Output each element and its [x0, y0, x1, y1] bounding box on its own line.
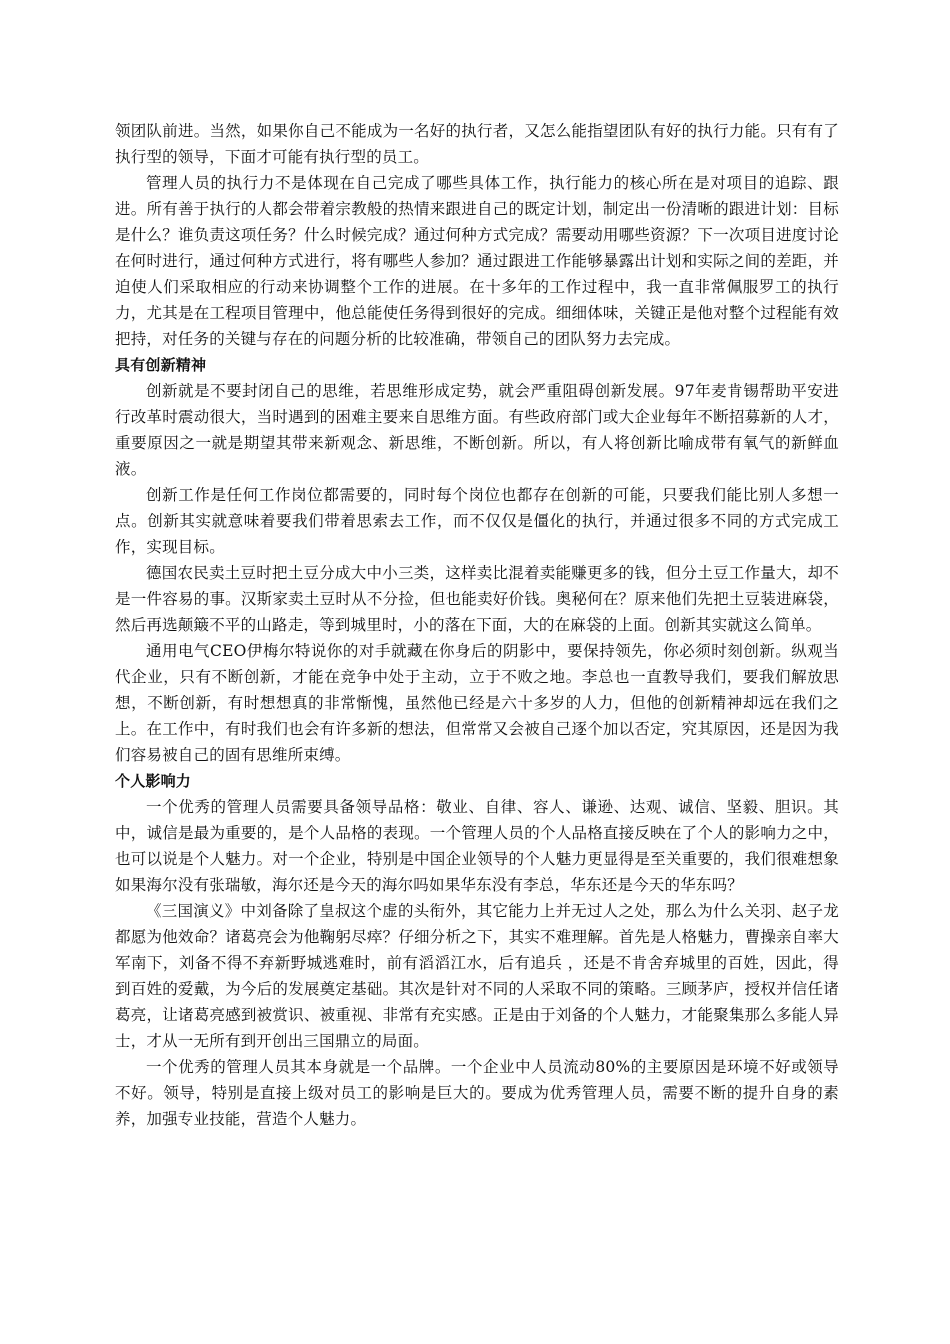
intro-paragraph-1: 领团队前进。当然，如果你自己不能成为一名好的执行者，又怎么能指望团队有好的执行力能。只有有了执行型的领导，下面才可能有执行型的员工。	[115, 122, 839, 166]
influence-paragraph-2: 《三国演义》中刘备除了皇叔这个虚的头衔外，其它能力上并无过人之处，那么为什么关羽、赵子龙都愿为他效命？诸葛亮会为他鞠躬尽瘁？仔细分析之下，其实不难理解。首先是人格魅力，曹操亲自率大军南下，刘备不得不弃新野城逃难时，前有滔滔江水，后有追兵 ，还是不肯舍弃城里的百姓，因此，得到百姓的爱戴，为今后的发展奠定基础。其次是针对不同的人采取不同的策略。三顾茅庐，授权并信任诸葛亮，让诸葛亮感到被赏识、被重视、非常有充实感。正是由于刘备的个人魅力，才能聚集那么多能人异士，才从一无所有到开创出三国鼎立的局面。	[115, 902, 839, 1050]
section-heading-innovation: 具有创新精神	[115, 356, 207, 374]
intro-paragraph-2: 管理人员的执行力不是体现在自己完成了哪些具体工作，执行能力的核心所在是对项目的追踪、跟进。所有善于执行的人都会带着宗教般的热情来跟进自己的既定计划，制定出一份清晰的跟进计划：目标是什么？谁负责这项任务？什么时候完成？通过何种方式完成？需要动用哪些资源？下一次项目进度讨论在何时进行，通过何种方式进行，将有哪些人参加？通过跟进工作能够暴露出计划和实际之间的差距，并迫使人们采取相应的行动来协调整个工作的进展。在十多年的工作过程中，我一直非常佩服罗工的执行力，尤其是在工程项目管理中，他总能使任务得到很好的完成。细细体味，关键正是他对整个过程能有效把持，对任务的关键与存在的问题分析的比较准确，带领自己的团队努力去完成。	[115, 174, 839, 348]
section-heading-influence: 个人影响力	[115, 772, 192, 790]
innovation-paragraph-4: 通用电气CEO伊梅尔特说你的对手就藏在你身后的阴影中，要保持领先，你必须时刻创新。纵观当代企业，只有不断创新，才能在竞争中处于主动，立于不败之地。李总也一直教导我们，要我们解放思想，不断创新，有时想想真的非常惭愧，虽然他已经是六十多岁的人力，但他的创新精神却远在我们之上。在工作中，有时我们也会有许多新的想法，但常常又会被自己逐个加以否定，究其原因，还是因为我们容易被自己的固有思维所束缚。	[115, 642, 839, 764]
influence-paragraph-1: 一个优秀的管理人员需要具备领导品格：敬业、自律、容人、谦逊、达观、诚信、坚毅、胆识。其中，诚信是最为重要的，是个人品格的表现。一个管理人员的个人品格直接反映在了个人的影响力之中，也可以说是个人魅力。对一个企业，特别是中国企业领导的个人魅力更显得是至关重要的，我们很难想象如果海尔没有张瑞敏，海尔还是今天的海尔吗如果华东没有李总，华东还是今天的华东吗？	[115, 798, 839, 894]
influence-paragraph-3: 一个优秀的管理人员其本身就是一个品牌。一个企业中人员流动80%的主要原因是环境不好或领导不好。领导，特别是直接上级对员工的影响是巨大的。要成为优秀管理人员，需要不断的提升自身的素养，加强专业技能，营造个人魅力。	[115, 1058, 839, 1128]
innovation-paragraph-1: 创新就是不要封闭自己的思维，若思维形成定势，就会严重阻碍创新发展。97年麦肯锡帮助平安进行改革时震动很大，当时遇到的困难主要来自思维方面。有些政府部门或大企业每年不断招募新的人才，重要原因之一就是期望其带来新观念、新思维，不断创新。所以，有人将创新比喻成带有氧气的新鲜血液。	[115, 382, 839, 478]
document-page	[115, 118, 839, 1132]
innovation-paragraph-3: 德国农民卖土豆时把土豆分成大中小三类，这样卖比混着卖能赚更多的钱，但分土豆工作量大，却不是一件容易的事。汉斯家卖土豆时从不分捡，但也能卖好价钱。奥秘何在？原来他们先把土豆装进麻袋，然后再选颠簸不平的山路走，等到城里时，小的落在下面，大的在麻袋的上面。创新其实就这么简单。	[115, 564, 839, 634]
innovation-paragraph-2: 创新工作是任何工作岗位都需要的，同时每个岗位也都存在创新的可能，只要我们能比别人多想一点。创新其实就意味着要我们带着思索去工作，而不仅仅是僵化的执行，并通过很多不同的方式完成工作，实现目标。	[115, 486, 839, 556]
